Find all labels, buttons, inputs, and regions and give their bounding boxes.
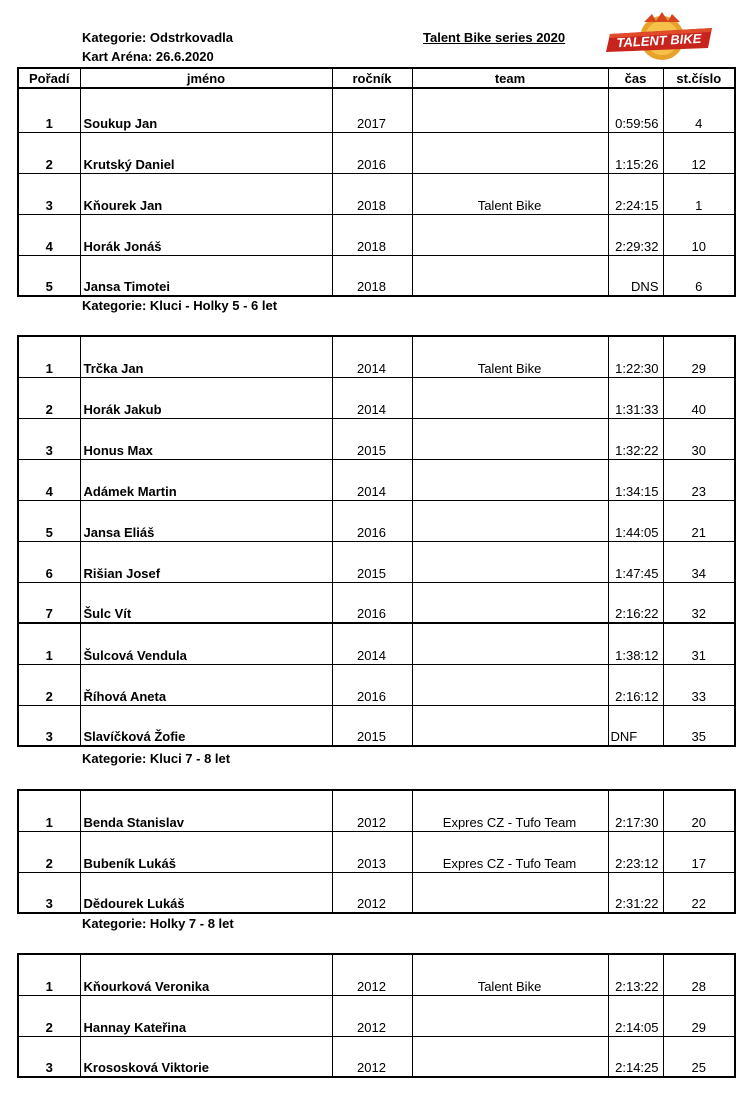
time-cell: 2:16:22 [608,582,663,623]
rank-cell: 4 [18,459,80,500]
table-row [18,705,735,746]
bib-cell: 10 [663,214,735,255]
year-cell: 2015 [332,418,412,459]
table-row [18,132,735,173]
team-cell [412,623,608,664]
table-row [18,173,735,214]
time-cell: 2:13:22 [608,954,663,995]
team-cell [412,459,608,500]
time-cell: 1:22:30 [608,336,663,377]
year-cell: 2014 [332,377,412,418]
team-cell [412,418,608,459]
rank-cell: 1 [18,790,80,831]
rank-cell: 5 [18,500,80,541]
team-cell [412,872,608,913]
bib-cell: 4 [663,88,735,132]
time-cell: 2:16:12 [608,664,663,705]
time-cell: 2:29:32 [608,214,663,255]
team-cell [412,500,608,541]
category-title: Kategorie: Kluci 7 - 8 let [82,751,231,766]
team-cell [412,705,608,746]
year-cell: 2016 [332,500,412,541]
category-title: Kategorie: Holky 7 - 8 let [82,916,234,931]
results-table-odstrkovadla [17,67,736,297]
bib-cell: 29 [663,995,735,1036]
name-cell: Šulcová Vendula [80,623,332,664]
bib-cell: 32 [663,582,735,623]
results-table-kluci-7-8 [17,789,736,914]
year-cell: 2018 [332,255,412,296]
rank-cell: 3 [18,418,80,459]
year-cell: 2014 [332,336,412,377]
name-cell: Horák Jonáš [80,214,332,255]
rank-cell: 4 [18,214,80,255]
col-header-name: jméno [80,68,332,88]
table-row [18,831,735,872]
rank-cell: 2 [18,831,80,872]
bib-cell: 12 [663,132,735,173]
name-cell: Soukup Jan [80,88,332,132]
name-cell: Jansa Eliáš [80,500,332,541]
year-cell: 2012 [332,790,412,831]
table-row [18,541,735,582]
rank-cell: 2 [18,132,80,173]
bib-cell: 23 [663,459,735,500]
rank-cell: 1 [18,623,80,664]
team-cell [412,132,608,173]
bib-cell: 35 [663,705,735,746]
team-cell [412,377,608,418]
venue-date: Kart Aréna: 26.6.2020 [82,49,214,64]
bib-cell: 20 [663,790,735,831]
table-row [18,418,735,459]
name-cell: Dědourek Lukáš [80,872,332,913]
table-row [18,872,735,913]
rank-cell: 5 [18,255,80,296]
table-row [18,995,735,1036]
bib-cell: 6 [663,255,735,296]
name-cell: Kňourek Jan [80,173,332,214]
table-row [18,954,735,995]
team-cell [412,664,608,705]
bib-cell: 31 [663,623,735,664]
table-row [18,790,735,831]
rank-cell: 1 [18,88,80,132]
bib-cell: 29 [663,336,735,377]
bib-cell: 28 [663,954,735,995]
year-cell: 2013 [332,831,412,872]
name-cell: Slavíčková Žofie [80,705,332,746]
series-title: Talent Bike series 2020 [423,30,566,45]
col-header-time: čas [608,68,663,88]
bib-cell: 1 [663,173,735,214]
name-cell: Říhová Aneta [80,664,332,705]
name-cell: Trčka Jan [80,336,332,377]
team-cell [412,541,608,582]
team-cell [412,88,608,132]
col-header-year: ročník [332,68,412,88]
time-cell: 1:44:05 [608,500,663,541]
time-cell: 2:24:15 [608,173,663,214]
time-cell: 0:59:56 [608,88,663,132]
team-cell [412,1036,608,1077]
name-cell: Adámek Martin [80,459,332,500]
team-cell: Expres CZ - Tufo Team [412,831,608,872]
time-cell: 1:15:26 [608,132,663,173]
table-row [18,255,735,296]
team-cell: Talent Bike [412,336,608,377]
team-cell [412,582,608,623]
table-row [18,459,735,500]
name-cell: Krososková Viktorie [80,1036,332,1077]
year-cell: 2015 [332,541,412,582]
table-row [18,336,735,377]
rank-cell: 3 [18,872,80,913]
year-cell: 2014 [332,459,412,500]
time-cell: DNF [608,705,663,746]
time-cell: 2:31:22 [608,872,663,913]
name-cell: Krutský Daniel [80,132,332,173]
year-cell: 2017 [332,88,412,132]
table-row [18,88,735,132]
year-cell: 2012 [332,954,412,995]
rank-cell: 3 [18,705,80,746]
year-cell: 2014 [332,623,412,664]
team-cell: Talent Bike [412,173,608,214]
time-cell: 1:32:22 [608,418,663,459]
name-cell: Bubeník Lukáš [80,831,332,872]
results-table-5-6 [17,335,736,747]
rank-cell: 7 [18,582,80,623]
category-title: Kategorie: Kluci - Holky 5 - 6 let [82,298,278,313]
team-cell: Expres CZ - Tufo Team [412,790,608,831]
table-row [18,500,735,541]
name-cell: Šulc Vít [80,582,332,623]
svg-text:TALENT BIKE: TALENT BIKE [616,30,702,51]
year-cell: 2012 [332,995,412,1036]
team-cell [412,255,608,296]
name-cell: Kňourková Veronika [80,954,332,995]
name-cell: Benda Stanislav [80,790,332,831]
name-cell: Horák Jakub [80,377,332,418]
name-cell: Honus Max [80,418,332,459]
rank-cell: 2 [18,377,80,418]
rank-cell: 3 [18,173,80,214]
rank-cell: 2 [18,664,80,705]
rank-cell: 1 [18,954,80,995]
rank-cell: 6 [18,541,80,582]
name-cell: Hannay Kateřina [80,995,332,1036]
year-cell: 2016 [332,582,412,623]
bib-cell: 21 [663,500,735,541]
time-cell: DNS [608,255,663,296]
year-cell: 2012 [332,872,412,913]
bib-cell: 22 [663,872,735,913]
time-cell: 2:23:12 [608,831,663,872]
category-title: Kategorie: Odstrkovadla [82,30,233,45]
name-cell: Jansa Timotei [80,255,332,296]
table-row [18,1036,735,1077]
year-cell: 2016 [332,132,412,173]
col-header-team: team [412,68,608,88]
year-cell: 2016 [332,664,412,705]
team-cell [412,995,608,1036]
time-cell: 1:31:33 [608,377,663,418]
team-cell: Talent Bike [412,954,608,995]
time-cell: 1:38:12 [608,623,663,664]
col-header-rank: Pořadí [18,68,80,88]
name-cell: Rišian Josef [80,541,332,582]
table-row [18,664,735,705]
table-row [18,623,735,664]
table-row [18,582,735,623]
bib-cell: 33 [663,664,735,705]
time-cell: 2:14:25 [608,1036,663,1077]
bib-cell: 25 [663,1036,735,1077]
team-cell [412,214,608,255]
year-cell: 2015 [332,705,412,746]
time-cell: 2:14:05 [608,995,663,1036]
time-cell: 2:17:30 [608,790,663,831]
table-row [18,377,735,418]
col-header-bib: st.číslo [663,68,735,88]
bib-cell: 30 [663,418,735,459]
time-cell: 1:34:15 [608,459,663,500]
rank-cell: 1 [18,336,80,377]
bib-cell: 17 [663,831,735,872]
year-cell: 2018 [332,173,412,214]
results-table-holky-7-8 [17,953,736,1078]
time-cell: 1:47:45 [608,541,663,582]
year-cell: 2012 [332,1036,412,1077]
talent-bike-logo [604,12,716,62]
bib-cell: 40 [663,377,735,418]
rank-cell: 2 [18,995,80,1036]
year-cell: 2018 [332,214,412,255]
bib-cell: 34 [663,541,735,582]
table-row [18,214,735,255]
rank-cell: 3 [18,1036,80,1077]
